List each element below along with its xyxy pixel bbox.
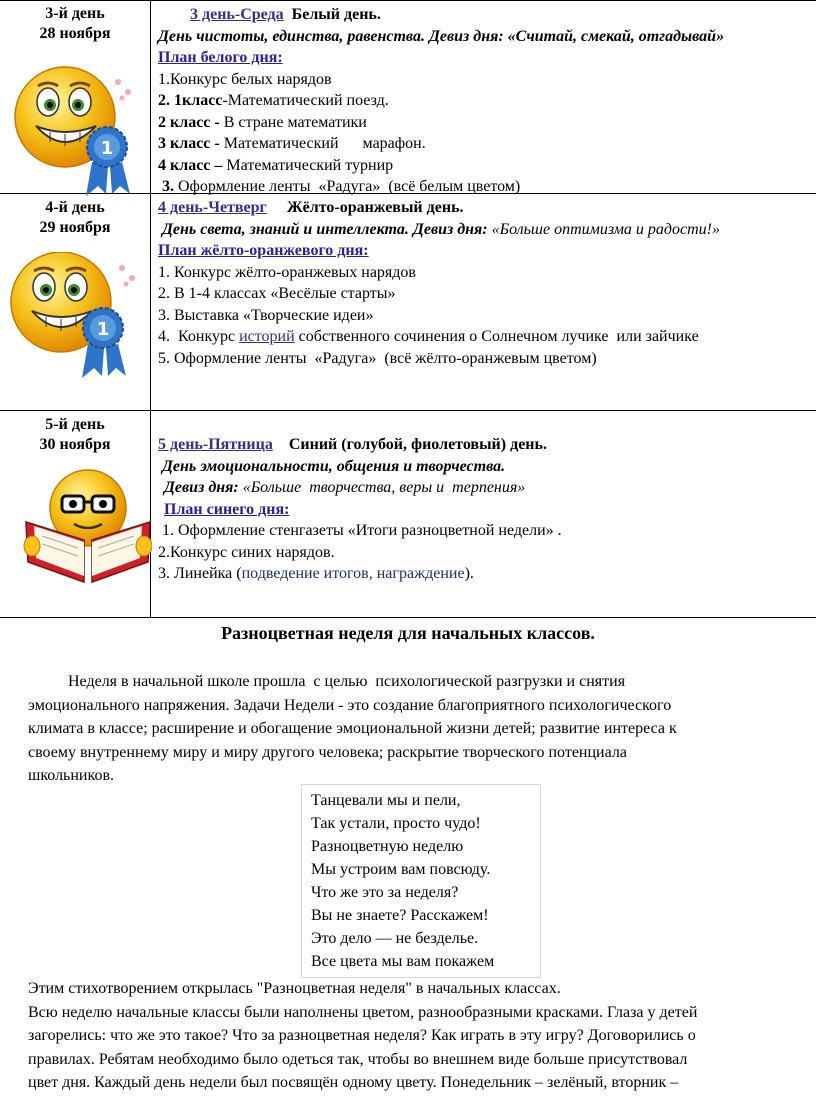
poem-line: Вы не знаете? Расскажем!: [311, 907, 489, 924]
plan-title[interactable]: План белого дня:: [158, 49, 283, 66]
day-title-link[interactable]: 5 день-Пятница: [158, 436, 273, 453]
day-cell-2: [0, 198, 150, 238]
poem-line: Это дело — не безделье.: [311, 930, 479, 947]
plan-item: 2 класс - В стране математики: [158, 113, 367, 131]
plan-item: 2. 1класс-Математический поезд.: [158, 92, 389, 109]
row-divider-2: [0, 410, 816, 411]
plan-item: 3 класс - Математический марафон.: [158, 135, 426, 152]
body-line: цвет дня. Каждый день недели был посвящён одному цвету. Понедельник – зелёный, вторник –: [28, 1074, 679, 1091]
poem-line: Так устали, просто чудо!: [311, 815, 481, 832]
table-border-bottom: [0, 617, 816, 618]
paragraph-line: Неделя в начальной школе прошла с целью психологической разгрузки и снятия: [28, 673, 626, 690]
day-cell-3: [0, 415, 150, 455]
poem-line: Танцевали мы и пели,: [311, 792, 461, 809]
day-date: 29 ноября: [39, 219, 111, 236]
day-date: 28 ноября: [39, 25, 111, 42]
body-line: загорелись: что же это такое? Что за разноцветная неделя? Как играть в эту игру? Договорились о: [28, 1027, 696, 1044]
day-title-text: Синий (голубой, фиолетовый) день.: [288, 436, 547, 453]
plan-item: 1.Конкурс белых нарядов: [158, 70, 332, 88]
poem-line: Разноцветную неделю: [311, 838, 464, 855]
plan-item: 3. Оформление ленты «Радуга» (всё белым цветом): [158, 178, 521, 195]
body-line: Этим стихотворением открылась "Разноцветная неделя" в начальных классах.: [28, 980, 561, 997]
day-subtitle: День света, знаний и интеллекта. Девиз дня: «Больше оптимизма и радости!»: [162, 220, 720, 238]
plan-item: 3. Выставка «Творческие идеи»: [158, 306, 374, 324]
stories-link[interactable]: историй: [239, 328, 295, 345]
day-content-3: [158, 434, 816, 585]
plan-title[interactable]: План синего дня:: [164, 500, 290, 518]
day-title-text: Жёлто-оранжевый день.: [286, 199, 464, 216]
day-subtitle: День эмоциональности, общения и творчества.: [162, 457, 506, 475]
plan-item: 3. Линейка (подведение итогов, награждение).: [158, 565, 474, 582]
intro-paragraph: [28, 670, 808, 788]
medal-number: 1: [96, 319, 110, 340]
body-line: правилах. Ребятам необходимо было одеться так, чтобы во внешнем виде больше присутствовал: [28, 1050, 688, 1068]
plan-item: 1. Оформление стенгазеты «Итоги разноцветной недели» .: [158, 522, 562, 539]
medal-number: 1: [100, 138, 114, 159]
plan-item: 2. В 1-4 классах «Весёлые старты»: [158, 285, 396, 302]
day-cell-1: [0, 4, 150, 44]
day-label: 5-й день: [45, 416, 105, 433]
paragraph-line: эмоционального напряжения. Задачи Недели - это создание благоприятного психологического: [28, 696, 672, 714]
paragraph-line: своему внутреннему миру и миру другого человека; раскрытие творческого потенциала: [28, 743, 627, 761]
plan-item: 2.Конкурс синих нарядов.: [158, 543, 335, 561]
paragraph-line: школьников.: [28, 767, 114, 784]
page-heading: Разноцветная неделя для начальных классов.: [221, 623, 595, 643]
plan-item: 4. Конкурс историй собственного сочинения о Солнечном лучике или зайчике: [158, 328, 699, 345]
plan-item: 4 класс – Математический турнир: [158, 156, 394, 174]
smiley-medal-icon: [10, 62, 140, 197]
poem-line: Мы устроим вам повсюду.: [311, 861, 491, 878]
day-title-link[interactable]: 3 день-Среда: [190, 6, 284, 23]
paragraph-line: климата в классе; расширение и обогащение эмоциональной жизни детей; развитие интереса к: [28, 720, 677, 737]
day-date: 30 ноября: [39, 436, 111, 453]
poem-box: [301, 784, 541, 978]
plan-item: 5. Оформление ленты «Радуга» (всё жёлто-оранжевым цветом): [158, 349, 597, 367]
body-text: [28, 977, 816, 1095]
day-content-2: [158, 197, 816, 369]
plan-item: 1. Конкурс жёлто-оранжевых нарядов: [158, 263, 416, 281]
day-title-link[interactable]: 4 день-Четверг: [158, 199, 267, 216]
day-label: 3-й день: [45, 5, 105, 22]
plan-title[interactable]: План жёлто-оранжевого дня:: [158, 242, 369, 259]
poem-line: Что же это за неделя?: [311, 884, 459, 901]
day-content-1: [158, 4, 816, 198]
day-motto: Девиз дня: «Больше творчества, веры и терпения»: [164, 479, 526, 496]
day-label: 4-й день: [45, 199, 105, 216]
smiley-medal-icon: [4, 252, 144, 382]
day-subtitle: День чистоты, единства, равенства. Девиз дня: «Считай, смекай, отгадывай»: [158, 27, 725, 45]
table-border-top: [0, 0, 816, 1]
smiley-reading-book-icon: [22, 466, 152, 584]
poem-line: Все цвета мы вам покажем: [311, 953, 495, 970]
day-title-text: Белый день.: [291, 6, 381, 23]
body-line: Всю неделю начальные классы были наполнены цветом, разнообразными красками. Глаза у детей: [28, 1003, 698, 1021]
